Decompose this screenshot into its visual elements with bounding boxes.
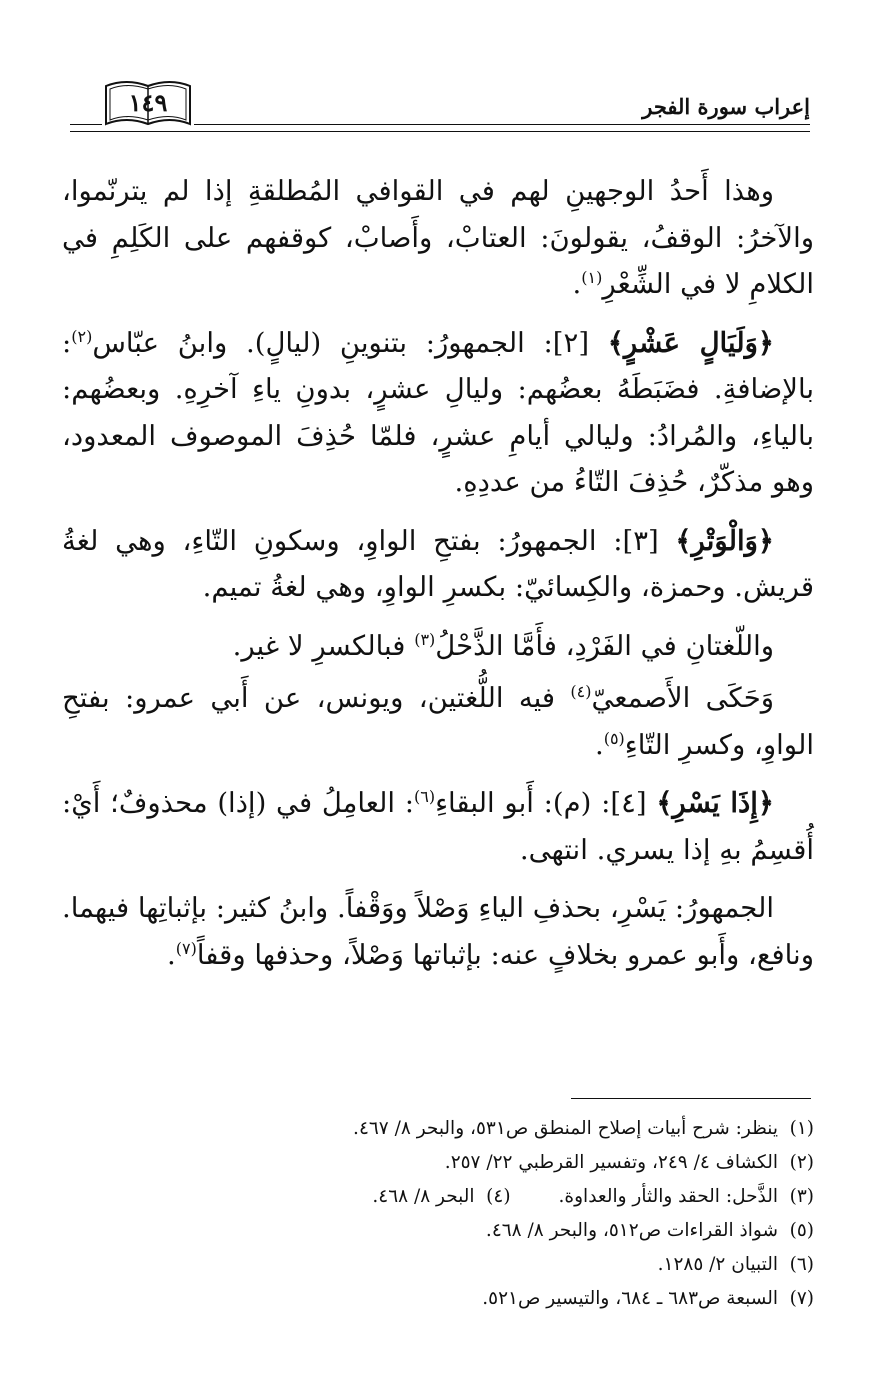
text-run: الجمهورُ: يَسْرِ، بحذفِ الياءِ وَصْلاً ووَقْفاً. وابنُ كثير: بإثباتِها فيهما. ونافع، وأَبو عمرو بخلافٍ عنه: بإثباتها وَصْلاً، وحذفها وقفاً xyxy=(62,892,814,971)
footnote xyxy=(62,1215,814,1246)
text-run: : العامِلُ في (إذا) محذوفٌ؛ أَيْ: أُقسِمُ بهِ إذا يسري. انتهى. xyxy=(62,787,814,866)
footnote-text: البحر ٨/ ٤٦٨. xyxy=(372,1186,475,1207)
footnote-text: السبعة ص٦٨٣ ـ ٦٨٤، والتيسير ص٥٢١. xyxy=(482,1288,778,1309)
footnote xyxy=(62,1249,814,1280)
text-run: . xyxy=(594,728,604,761)
paragraph xyxy=(62,780,814,873)
text-run: واللّغتانِ في الفَرْدِ، فأَمَّا الذَّحْلُ xyxy=(435,629,774,662)
footnote-ref: (٢) xyxy=(71,326,93,346)
footnote-inline xyxy=(372,1181,510,1212)
footnote-number: (٣) xyxy=(789,1186,814,1207)
paragraph xyxy=(62,168,814,308)
text-run: وَحَكَى الأَصمعيّ xyxy=(591,682,775,714)
footnote-text: الكشاف ٤/ ٢٤٩، وتفسير القرطبي ٢٢/ ٢٥٧. xyxy=(444,1152,778,1173)
paragraph xyxy=(62,320,814,506)
footnote-text: الذَّحل: الحقد والثأر والعداوة. xyxy=(558,1186,778,1207)
footnote xyxy=(62,1147,814,1178)
footnote-text: التبيان ٢/ ١٢٨٥. xyxy=(657,1254,778,1275)
footnote-number: (٦) xyxy=(789,1254,814,1275)
main-text xyxy=(62,168,814,990)
footnote-ref: (٣) xyxy=(414,629,436,649)
footnote-number: (٧) xyxy=(789,1288,814,1309)
footnote-ref: (٦) xyxy=(414,786,436,806)
footnotes xyxy=(62,1113,814,1317)
quran-verse: ﴿إِذَا يَسْرِ﴾ xyxy=(656,787,774,819)
footnote xyxy=(62,1181,814,1212)
paragraph xyxy=(62,885,814,978)
text-run: [٣]: الجمهورُ: بفتحِ الواوِ، وسكونِ التّاءِ، وهي لغةُ قريش. وحمزة، والكِسائيّ: بكسرِ الواوِ، وهي لغةُ تميم. xyxy=(62,524,814,603)
footnote-number: (١) xyxy=(789,1118,814,1139)
text-run: . xyxy=(167,938,176,971)
text-run: وهذا أَحدُ الوجهينِ لهم في القوافي المُطلقةِ إذا لم يترنّموا، والآخرُ: الوقفُ، يقولونَ: العتابْ، وأَصابْ، كوقفهم على الكَلِمِ في الكلامِ لا في الشِّعْرِ xyxy=(62,175,814,300)
text-run: [٤]: (م): أَبو البقاءِ xyxy=(435,787,657,819)
footnote-ref: (٤) xyxy=(570,681,592,701)
footnote-number: (٤) xyxy=(486,1186,511,1207)
text-run: فبالكسرِ لا غير. xyxy=(232,629,415,662)
footnote-ref: (٧) xyxy=(175,938,197,958)
footnote-text: ينظر: شرح أبيات إصلاح المنطق ص٥٣١، والبحر ٨/ ٤٦٧. xyxy=(353,1118,778,1139)
text-run: فيه اللُّغتين، ويونس، عن أَبي عمرو: بفتحِ الواوِ، وكسرِ التّاءِ xyxy=(62,682,814,761)
footnote xyxy=(62,1283,814,1314)
footnote xyxy=(62,1113,814,1144)
page-number: ١٤٩ xyxy=(128,88,168,117)
book-icon xyxy=(102,74,194,128)
footnote-number: (٥) xyxy=(789,1220,814,1241)
footnote-ref: (٥) xyxy=(603,728,625,748)
text-run: : بالإضافةِ. فضَبَطَهُ بعضُهم: وليالِ عشرٍ، بدونِ ياءِ آخرِهِ. وبعضُهم: بالياءِ، والمُرادُ: وليالي أيامِ عشرٍ، فلمّا حُذِفَ الموصوف المعدود، وهو مذكّرٌ، حُذِفَ التّاءُ من عددِهِ. xyxy=(62,326,814,498)
footnote-ref: (١) xyxy=(581,267,603,287)
running-title: إعراب سورة الفجر xyxy=(642,94,810,119)
footnote-text: شواذ القراءات ص٥١٢، والبحر ٨/ ٤٦٨. xyxy=(485,1220,778,1241)
footnote-number: (٢) xyxy=(789,1152,814,1173)
paragraph xyxy=(62,623,814,670)
quran-verse: ﴿وَلَيَالٍ عَشْرٍ﴾ xyxy=(607,326,774,359)
paragraph xyxy=(62,675,814,768)
text-run: [٢]: الجمهورُ: بتنوينِ (ليالٍ). وابنُ عبّاس xyxy=(92,326,608,359)
quran-verse: ﴿وَالْوَتْرِ﴾ xyxy=(675,524,774,557)
page-header xyxy=(70,72,810,134)
footnote-separator xyxy=(571,1098,811,1099)
paragraph xyxy=(62,518,814,611)
text-run: . xyxy=(572,268,582,300)
